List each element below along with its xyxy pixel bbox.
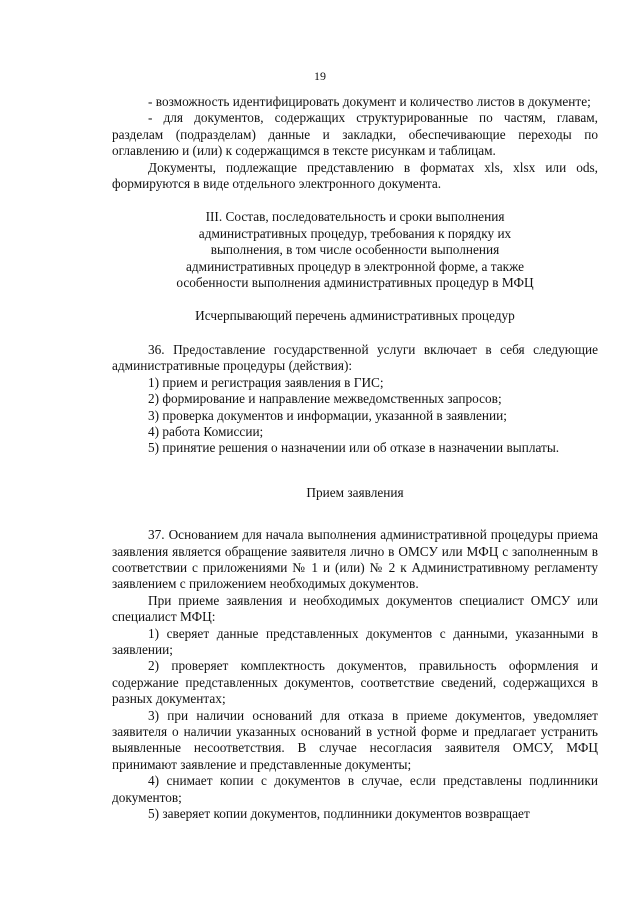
intro-paragraph-3: Документы, подлежащие представлению в форматах xls, xlsx или ods, формируются в виде отдельного электронного документа. (112, 159, 598, 192)
clause-36 (112, 342, 598, 457)
clause-37-step-1: 1) сверяет данные представленных документов с данными, указанными в заявлении; (112, 625, 598, 657)
clause-37-step-5: 5) заверяет копии документов, подлинники документов возвращает (148, 806, 530, 822)
procedure-item-3: 3) проверка документов и информации, указанной в заявлении; (148, 407, 507, 423)
procedure-item-4: 4) работа Комиссии; (148, 423, 264, 439)
clause-37-paragraph-1: 37. Основанием для начала выполнения административной процедуры приема заявления является обращение заявителя лично в ОМСУ или МФЦ с заполненным в соответствии с приложениями № 1 и (или) № 2 к Административному регламенту заявлением с приложением необходимых документов. (112, 527, 598, 592)
clause-37-step-4: 4) снимает копии с документов в случае, если представлены подлинники документов; (112, 773, 598, 805)
clause-37 (112, 527, 598, 822)
intro-paragraph-2: - для документов, содержащих структурированные по частям, главам, разделам (подразделам) данные и закладки, обеспечивающие переходы по оглавлению и (или) к содержащимся в тексте рисункам и таблицам. (112, 110, 598, 159)
clause-37-step-3: 3) при наличии оснований для отказа в приеме документов, уведомляет заявителя о наличии указанных оснований в устной форме и предлагает устранить выявленные несоответствия. В случае несогласия заявителя ОМСУ, МФЦ принимают заявление и представленные документы; (112, 707, 598, 772)
receipt-heading: Прием заявления (306, 484, 404, 500)
procedure-item-5: 5) принятие решения о назначении или об отказе в назначении выплаты. (148, 440, 560, 456)
section-heading-line-3: выполнения, в том числе особенности выполнения (210, 242, 500, 258)
clause-37-paragraph-2: При приеме заявления и необходимых документов специалист ОМСУ или специалист МФЦ: (112, 592, 598, 625)
section-heading-line-4: административных процедур в электронной форме, а также (185, 258, 524, 274)
procedure-item-1: 1) прием и регистрация заявления в ГИС; (148, 374, 384, 390)
clause-36-text: 36. Предоставление государственной услуги включает в себя следующие административные процедуры (действия): (112, 341, 598, 374)
procedures-list-heading: Исчерпывающий перечень административных процедур (195, 308, 515, 324)
procedure-item-2: 2) формирование и направление межведомственных запросов; (148, 391, 502, 407)
section-heading-line-2: административных процедур, требования к порядку их (198, 225, 512, 241)
intro-paragraph-1: - возможность идентифицировать документ и количество листов в документе; (148, 94, 591, 109)
section-heading-line-1: III. Состав, последовательность и сроки выполнения (205, 209, 505, 225)
section-heading-line-5: особенности выполнения административных процедур в МФЦ (176, 275, 534, 291)
section-heading (112, 209, 598, 291)
page-number: 19 (314, 69, 326, 83)
page-content (112, 94, 598, 822)
clause-37-step-2: 2) проверяет комплектность документов, правильность оформления и содержание представленных документов, соответствие сведений, содержащихся в разных документах; (112, 658, 598, 707)
